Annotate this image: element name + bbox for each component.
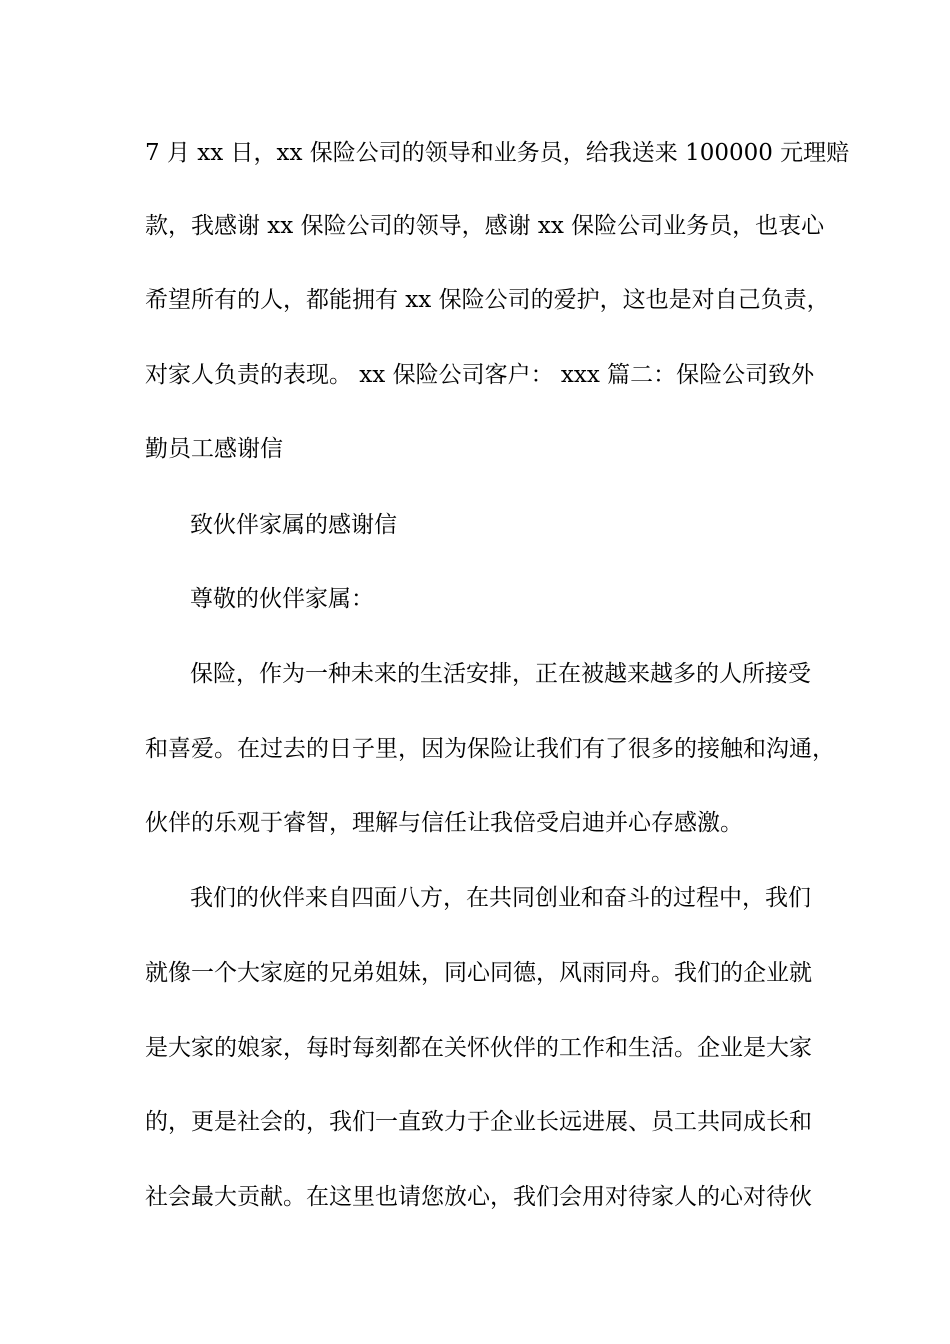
paragraph-line: 对家人负责的表现。 xx 保险公司客户： xxx 篇二：保险公司致外 — [145, 362, 815, 388]
paragraph-line: 我们的伙伴来自四面八方，在共同创业和奋斗的过程中，我们 — [190, 885, 811, 911]
paragraph-line: 是大家的娘家，每时每刻都在关怀伙伴的工作和生活。企业是大家 — [145, 1035, 812, 1061]
paragraph-line: 勤员工感谢信 — [145, 436, 283, 462]
paragraph-line: 社会最大贡献。在这里也请您放心，我们会用对待家人的心对待伙 — [145, 1184, 812, 1210]
paragraph-line: 保险，作为一种未来的生活安排，正在被越来越多的人所接受 — [190, 661, 811, 687]
paragraph-line: 款，我感谢 xx 保险公司的领导，感谢 xx 保险公司业务员，也衷心 — [145, 213, 825, 239]
paragraph-line: 伙伴的乐观于睿智，理解与信任让我倍受启迪并心存感激。 — [145, 810, 743, 836]
salutation: 尊敬的伙伴家属： — [190, 586, 374, 612]
paragraph-line: 7 月 xx 日，xx 保险公司的领导和业务员，给我送来 100000 元理赔 — [145, 140, 850, 166]
paragraph-line: 的，更是社会的，我们一直致力于企业长远进展、员工共同成长和 — [145, 1109, 812, 1135]
paragraph-line: 希望所有的人，都能拥有 xx 保险公司的爱护，这也是对自己负责， — [145, 287, 830, 313]
paragraph-line: 和喜爱。在过去的日子里，因为保险让我们有了很多的接触和沟通， — [145, 736, 835, 762]
paragraph-line: 就像一个大家庭的兄弟姐妹，同心同德，风雨同舟。我们的企业就 — [145, 960, 812, 986]
letter-title: 致伙伴家属的感谢信 — [190, 512, 397, 538]
